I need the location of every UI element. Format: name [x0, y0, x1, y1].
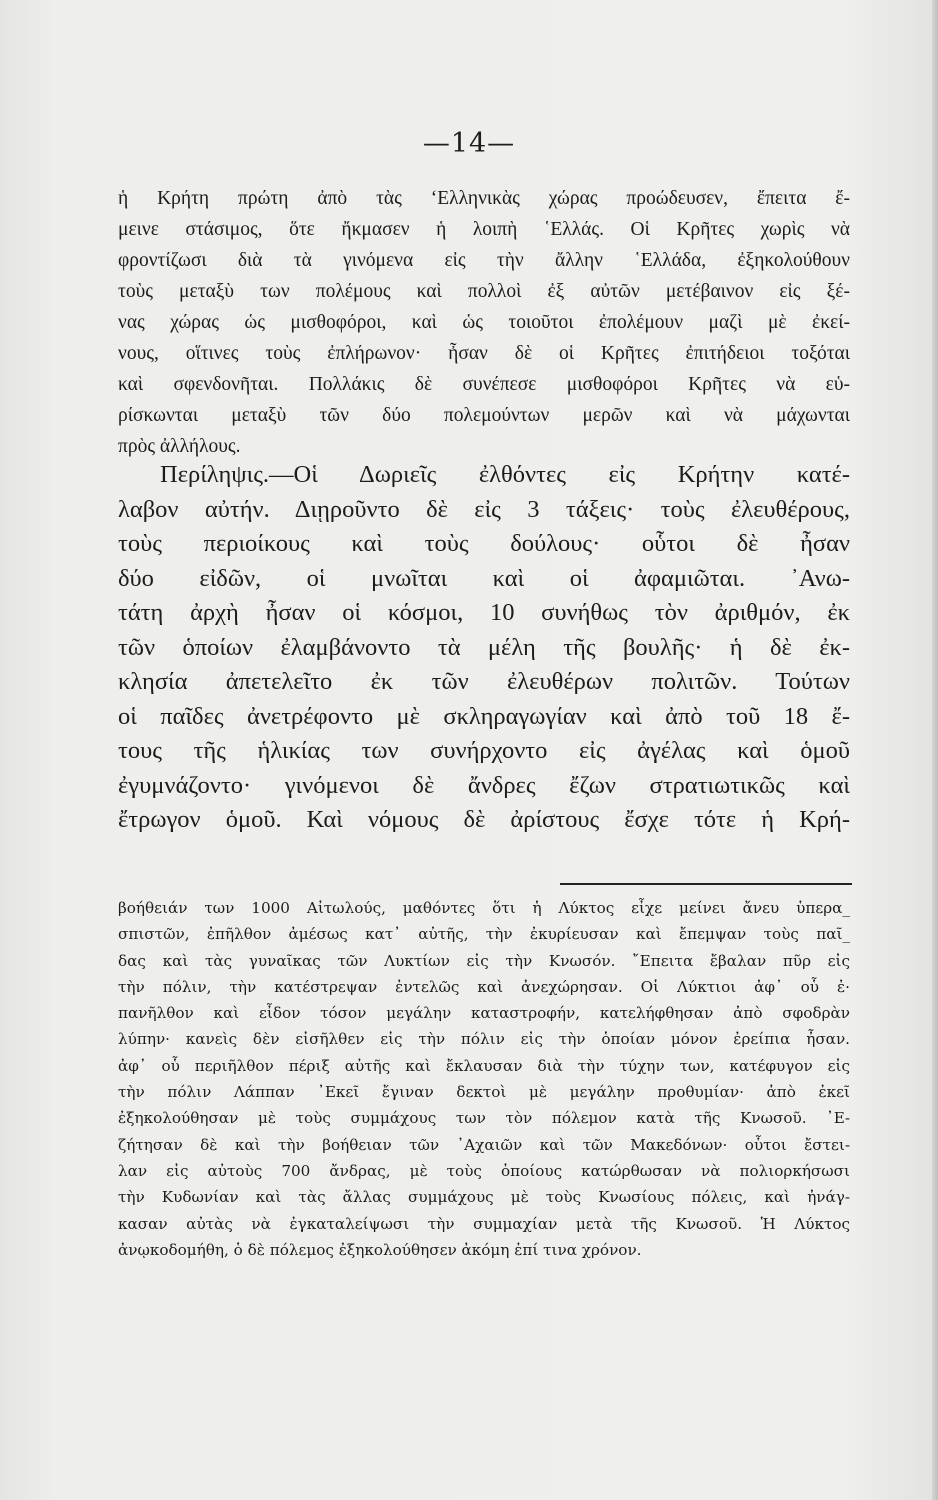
footnote-line: κασαν αὐτὰς νὰ ἐγκαταλείψωσι τὴν συμμαχίαν μετὰ τῆς Κνωσοῦ. Ἡ Λύκτος: [118, 1214, 850, 1233]
text-line: νας χώρας ὡς μισθοφόροι, καὶ ὡς τοιοῦτοι ἐπολέμουν μαζὶ μὲ ἐκεί-: [118, 312, 850, 333]
footnote-divider: [560, 883, 852, 885]
summary-paragraph: [118, 458, 850, 838]
footnote-line: σπιστῶν, ἐπῆλθον ἀμέσως κατ᾿ αὐτῆς, τὴν ἐκυρίευσαν καὶ ἔπεμψαν τοὺς παῖ_: [118, 925, 850, 944]
footnote-line: τὴν πόλιν, τὴν κατέστρεψαν ἐντελῶς καὶ ἀνεχώρησαν. Οἱ Λύκτιοι ἀφ᾿ οὗ ἐ·: [118, 977, 850, 996]
text-line: ρίσκωνται μεταξὺ τῶν δύο πολεμούντων μερῶν καὶ νὰ μάχωνται: [118, 405, 850, 426]
footnote-line: δας καὶ τὰς γυναῖκας τῶν Λυκτίων εἰς τὴν Κνωσόν. ῎Επειτα ἔβαλαν πῦρ εἰς: [118, 951, 850, 970]
footnote-line: λύπην· κανεὶς δὲν εἰσῆλθεν εἰς τὴν πόλιν εἰς τὴν ὁποίαν μόνον ἐρείπια ἦσαν.: [118, 1030, 850, 1049]
footnote-line: τὴν πόλιν Λάππαν ᾿Εκεῖ ἔγιναν δεκτοὶ μὲ μεγάλην προθυμίαν· ἀπὸ ἐκεῖ: [118, 1083, 850, 1102]
summary-line: Περίληψις.—Οἱ Δωριεῖς ἐλθόντες εἰς Κρήτην κατέ-: [160, 461, 850, 488]
text-line: μεινε στάσιμος, ὅτε ἤκμασεν ἡ λοιπὴ ῾Ελλάς. Οἱ Κρῆτες χωρὶς νὰ: [118, 219, 850, 240]
footnote: [118, 895, 850, 1263]
summary-line: τοὺς περιοίκους καὶ τοὺς δούλους· οὗτοι δὲ ἦσαν: [118, 530, 850, 557]
page-edge: [932, 0, 938, 1500]
footnote-line: βοήθειάν των 1000 Αἰτωλούς, μαθόντες ὅτι ἡ Λύκτος εἶχε μείνει ἄνευ ὑπερα_: [118, 899, 850, 917]
text-line: νους, οἵτινες τοὺς ἐπλήρωνον· ἦσαν δὲ οἱ Κρῆτες ἐπιτήδειοι τοξόται: [118, 343, 850, 364]
text-line: πρὸς ἀλλήλους.: [118, 436, 241, 457]
paragraph-crete-history: [118, 183, 850, 462]
text-line: ἡ Κρήτη πρώτη ἀπὸ τὰς ‘Ελληνικὰς χώρας προώδευσεν, ἔπειτα ἔ-: [118, 188, 850, 209]
summary-line: τῶν ὁποίων ἐλαμβάνοντο τὰ μέλη τῆς βουλῆς· ἡ δὲ ἐκ-: [118, 633, 850, 661]
footnote-line: ζήτησαν δὲ καὶ τὴν βοήθειαν τῶν ᾿Αχαιῶν καὶ τῶν Μακεδόνων· οὗτοι ἔστει-: [118, 1135, 850, 1154]
footnote-line: ἀφ᾿ οὗ περιῆλθον πέριξ αὐτῆς καὶ ἔκλαυσαν διὰ τὴν τύχην των, κατέφυγον εἰς: [118, 1056, 850, 1075]
page-number: —14—: [422, 128, 516, 159]
summary-line: ἐγυμνάζοντο· γινόμενοι δὲ ἄνδρες ἔζων στρατιωτικῶς καὶ: [118, 771, 850, 799]
text-line: καὶ σφενδονῆται. Πολλάκις δὲ συνέπεσε μισθοφόροι Κρῆτες νὰ εὑ-: [118, 374, 850, 395]
footnote-line: ἀνῳκοδομήθη, ὁ δὲ πόλεμος ἐξηκολούθησεν ἀκόμη ἐπί τινα χρόνον.: [118, 1240, 642, 1259]
footnote-line: πανῆλθον καὶ εἶδον τόσον μεγάλην καταστροφήν, κατελήφθησαν ἀπὸ σφοδρὰν: [118, 1004, 850, 1023]
summary-line: ἔτρωγον ὁμοῦ. Καὶ νόμους δὲ ἀρίστους ἔσχε τότε ἡ Κρή-: [118, 806, 850, 833]
summary-line: λαβον αὐτήν. Διῃροῦντο δὲ εἰς 3 τάξεις· τοὺς ἐλευθέρους,: [118, 495, 850, 523]
footnote-line: λαν εἰς αὐτοὺς 700 ἄνδρας, μὲ τοὺς ὁποίους κατώρθωσαν νὰ πολιορκήσωσι: [118, 1161, 850, 1180]
summary-line: τάτη ἀρχὴ ἦσαν οἱ κόσμοι, 10 συνήθως τὸν ἀριθμόν, ἐκ: [118, 599, 850, 626]
text-line: τοὺς μεταξὺ των πολέμους καὶ πολλοὶ ἐξ αὐτῶν μετέβαινον εἰς ξέ-: [118, 281, 850, 302]
summary-line: τους τῆς ἡλικίας των συνήρχοντο εἰς ἀγέλας καὶ ὁμοῦ: [118, 737, 850, 764]
summary-line: δύο εἰδῶν, οἱ μνωῖται καὶ οἱ ἀφαμιῶται. ᾿Ανω-: [118, 564, 850, 592]
text-line: φροντίζωσι διὰ τὰ γινόμενα εἰς τὴν ἄλλην ῾Ελλάδα, ἐξηκολούθουν: [118, 250, 850, 271]
footnote-line: ἐξηκολούθησαν μὲ τοὺς συμμάχους των τὸν πόλεμον κατὰ τῆς Κνωσοῦ. ᾿Ε-: [118, 1109, 850, 1128]
summary-line: κλησία ἀπετελεῖτο ἐκ τῶν ἐλευθέρων πολιτῶν. Τούτων: [118, 668, 850, 695]
summary-line: οἱ παῖδες ἀνετρέφοντο μὲ σκληραγωγίαν καὶ ἀπὸ τοῦ 18 ἔ-: [118, 702, 850, 730]
footnote-line: τὴν Κυδωνίαν καὶ τὰς ἄλλας συμμάχους μὲ τοὺς Κνωσίους πόλεις, καὶ ἠνάγ-: [118, 1188, 850, 1207]
